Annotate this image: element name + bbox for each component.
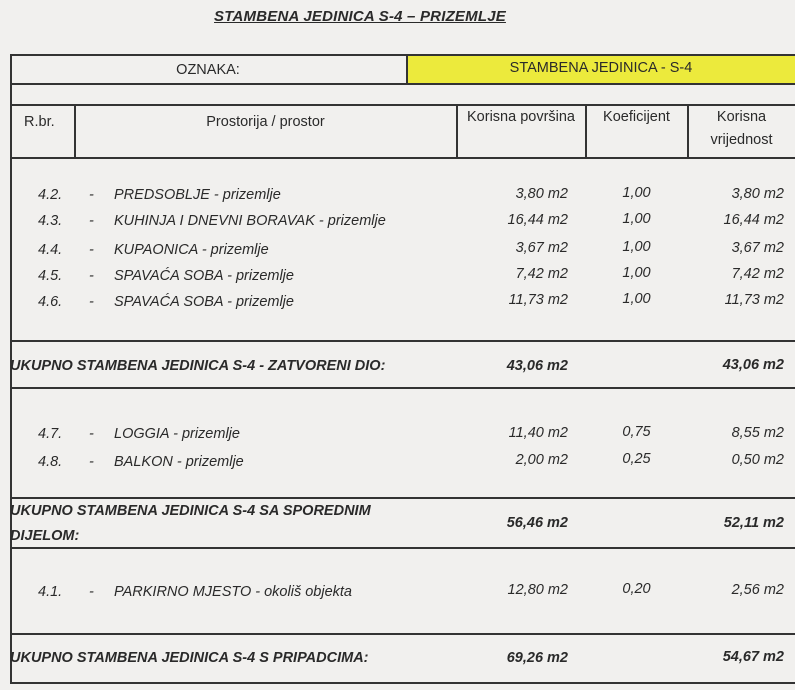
row-dash: - xyxy=(89,268,94,284)
rule-oznaka-bottom xyxy=(10,83,795,85)
rule-header-bottom xyxy=(10,157,795,159)
document-title: STAMBENA JEDINICA S-4 – PRIZEMLJE xyxy=(214,8,506,25)
row-koef: 1,00 xyxy=(622,291,651,307)
total-secondary-label-1: UKUPNO STAMBENA JEDINICA S-4 SA SPOREDNIM xyxy=(10,503,371,519)
total-secondary-value: 52,11 m2 xyxy=(723,515,784,531)
total-closed-label: UKUPNO STAMBENA JEDINICA S-4 - ZATVORENI DIO: xyxy=(10,358,386,374)
row-dash: - xyxy=(89,584,94,600)
header-prostorija: Prostorija / prostor xyxy=(206,114,325,130)
row-value: 3,80 m2 xyxy=(731,186,784,202)
row-dash: - xyxy=(89,294,94,310)
row-value: 2,56 m2 xyxy=(731,582,784,598)
rule-total1-top xyxy=(10,340,795,342)
row-koef: 0,25 xyxy=(622,451,651,467)
row-name: PREDSOBLJE - prizemlje xyxy=(114,187,281,203)
rule-col1 xyxy=(74,104,76,158)
oznaka-value: STAMBENA JEDINICA - S-4 xyxy=(509,60,693,76)
row-area: 7,42 m2 xyxy=(515,266,568,282)
row-value: 3,67 m2 xyxy=(731,240,784,256)
row-area: 11,40 m2 xyxy=(508,425,568,441)
row-dash: - xyxy=(89,213,94,229)
row-koef: 0,20 xyxy=(622,581,651,597)
row-name: LOGGIA - prizemlje xyxy=(114,426,240,442)
rule-total2-bottom xyxy=(10,547,795,549)
row-name: KUPAONICA - prizemlje xyxy=(114,242,269,258)
row-koef: 1,00 xyxy=(622,265,651,281)
row-dash: - xyxy=(89,454,94,470)
header-povrsina: Korisna površina xyxy=(467,109,575,125)
rule-bottom xyxy=(10,682,795,684)
total-appurtenant-area: 69,26 m2 xyxy=(506,650,568,666)
row-dash: - xyxy=(89,242,94,258)
row-dash: - xyxy=(89,426,94,442)
total-closed-value: 43,06 m2 xyxy=(722,357,784,373)
row-rbr: 4.7. xyxy=(38,426,63,442)
row-rbr: 4.8. xyxy=(38,454,63,470)
row-rbr: 4.4. xyxy=(38,242,63,258)
row-rbr: 4.3. xyxy=(38,213,63,229)
rule-total1-bottom xyxy=(10,387,795,389)
row-area: 16,44 m2 xyxy=(507,212,568,228)
row-value: 8,55 m2 xyxy=(731,425,784,441)
row-name: SPAVAĆA SOBA - prizemlje xyxy=(114,268,294,284)
row-koef: 1,00 xyxy=(622,211,651,227)
row-name: PARKIRNO MJESTO - okoliš objekta xyxy=(114,584,352,600)
header-vrijednost-line1: Korisna xyxy=(716,109,767,125)
row-rbr: 4.1. xyxy=(38,584,63,600)
row-value: 16,44 m2 xyxy=(723,212,784,228)
row-area: 3,80 m2 xyxy=(515,186,568,202)
row-koef: 1,00 xyxy=(622,185,651,201)
total-secondary-label-2: DIJELOM: xyxy=(10,528,80,544)
row-area: 11,73 m2 xyxy=(508,292,568,308)
oznaka-label: OZNAKA: xyxy=(176,62,240,78)
row-dash: - xyxy=(89,187,94,203)
total-secondary-area: 56,46 m2 xyxy=(506,515,568,531)
row-rbr: 4.5. xyxy=(38,268,63,284)
row-koef: 1,00 xyxy=(622,239,651,255)
rule-header-top xyxy=(10,104,795,106)
total-appurtenant-value: 54,67 m2 xyxy=(722,649,784,665)
row-value: 0,50 m2 xyxy=(731,452,784,468)
rule-total3-top xyxy=(10,633,795,635)
row-rbr: 4.2. xyxy=(38,187,63,203)
rule-top xyxy=(10,54,795,56)
row-name: BALKON - prizemlje xyxy=(114,454,244,470)
total-appurtenant-label: UKUPNO STAMBENA JEDINICA S-4 S PRIPADCIMA: xyxy=(10,650,369,666)
rule-total2-top xyxy=(10,497,795,499)
row-area: 2,00 m2 xyxy=(515,452,568,468)
row-area: 12,80 m2 xyxy=(507,582,568,598)
row-name: KUHINJA I DNEVNI BORAVAK - prizemlje xyxy=(114,213,386,229)
header-vrijednost-line2: vrijednost xyxy=(710,132,773,148)
row-koef: 0,75 xyxy=(622,424,651,440)
row-value: 11,73 m2 xyxy=(724,292,784,308)
header-koeficijent: Koeficijent xyxy=(603,109,670,125)
row-area: 3,67 m2 xyxy=(515,240,568,256)
row-name: SPAVAĆA SOBA - prizemlje xyxy=(114,294,294,310)
row-rbr: 4.6. xyxy=(38,294,63,310)
total-closed-area: 43,06 m2 xyxy=(506,358,568,374)
row-value: 7,42 m2 xyxy=(731,266,784,282)
header-rbr: R.br. xyxy=(24,114,55,130)
